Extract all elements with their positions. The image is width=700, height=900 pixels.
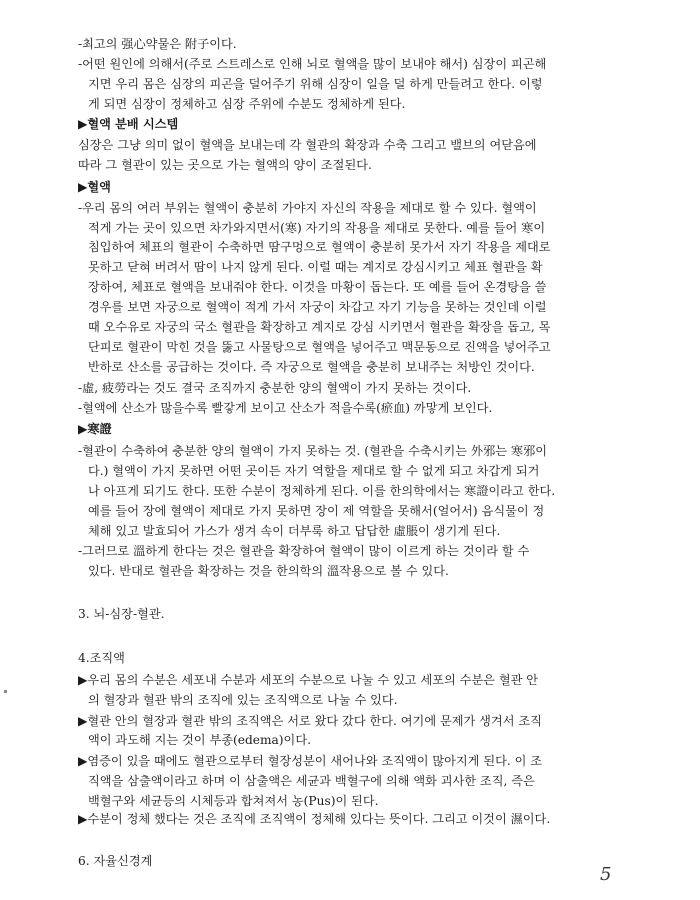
page-number: 5 xyxy=(600,864,612,885)
section-heading: 6. 자율신경계 xyxy=(78,854,153,868)
document-page: -최고의 强心약물은 附子이다. -어떤 원인에 의해서(주로 스트레스로 인해 뇌로 혈액을 많이 보내야 해서) 심장이 피곤해 지면 우리 몸은 심장의 피곤을 덜어주기 위해 심장이 일을 덜 하게 만들려고 한다. 이렇 게 되면 심장이 정체하고 심장 주위에 수분도 정체하게 된다. ▶혈액 분배 시스템 심장은 그냥 의미 없이 혈액을 보내는데 각 혈관의 확장과 수축 그리고 밸브의 여닫음에 따라 그 혈관이 있는 곳으로 가는 혈액의 양이 조절된다. ▶혈액 -우리 몸의 여러 부위는 혈액이 충분히 가야지 자신의 작용을 제대로 할 수 있다. 혈액이 적게 가는 곳이 있으면 차가와지면서(寒) 자기의 작용을 제대로 못한다. 예를 들어 寒이 침입하여 체표의 혈관이 수축하면 땀구멍으로 혈액이 충분히 못가서 자기 작용을 제대로 못하고 닫혀 버려서 땀이 나지 않게 된다. 이럴 때는 계지로 강심시키고 체표 혈관을 확 장하여, 체표로 혈액을 보내줘야 한다. 이것을 마황이 돕는다. 또 예를 들어 온경탕을 쓸 경우를 보면 자궁으로 혈액이 적게 가서 자궁이 차갑고 자기 기능을 못하는 것인데 이럴 때 오수유로 자궁의 국소 혈관을 확장하고 계지로 강심 시키면서 혈관을 확장을 돕고, 목 단피로 혈관이 막힌 것을 뚫고 사물탕으로 혈액을 넣어주고 맥문동으로 진액을 넣어주고 반하로 산소를 공급하는 것이다. 즉 자궁으로 혈액을 충분히 보내주는 처방인 것이다. -虛, 疲勞라는 것도 결국 조직까지 충분한 양의 혈액이 가지 못하는 것이다. -혈액에 산소가 많을수록 빨갛게 보이고 산소가 적을수록(瘀血) 까맣게 보인다. ▶寒證 -혈관이 수축하여 충분한 양의 혈액이 가지 못하는 것. (혈관을 수축시키는 外邪는 寒邪이 다.) 혈액이 가지 못하면 어떤 곳이든 자기 역할을 제대로 할 수 없게 되고 차갑게 되거 나 아프게 되기도 한다. 또한 수분이 정체하게 된다. 이를 한의학에서는 寒證이라고 한다. 예를 들어 장에 혈액이 제대로 가지 못하면 장이 제 역할을 못해서(얼어서) 음식물이 정 체해 있고 발효되어 가스가 생겨 속이 더부룩 하고 답답한 虛脹이 생기게 된다. -그러므로 溫하게 한다는 것은 혈관을 확장하여 혈액이 많이 이르게 하는 것이라 할 수 있다. 반대로 혈관을 확장하는 것을 한의학의 溫작용으로 볼 수 있다. 3. 뇌-심장-혈관. 4.조직액 ▶우리 몸의 수분은 세포내 수분과 세포의 수분으로 나눌 수 있고 세포의 수분은 혈관 안 의 혈장과 혈관 밖의 조직에 있는 조직액으로 나눌 수 있다. ▶혈관 안의 혈장과 혈관 밖의 조직액은 서로 왔다 갔다 한다. 여기에 문제가 생겨서 조직 액이 과도해 지는 것이 부종(edema)이다. ▶염증이 있을 때에도 혈관으로부터 혈장성분이 새어나와 조직액이 많아지게 된다. 이 조 직액을 삼출액이라고 하며 이 삼출액은 세균과 백혈구에 의해 액화 괴사한 조직, 즉은 백혈구와 세균등의 시체등과 합쳐져서 농(Pus)이 된다. xyxy=(0,0,700,900)
bullet-line: ▶수분이 정체 했다는 것은 조직에 조직액이 정체해 있다는 뜻이다. 그리고 이것이 濕이다. xyxy=(78,812,551,826)
scan-speck xyxy=(4,690,7,693)
